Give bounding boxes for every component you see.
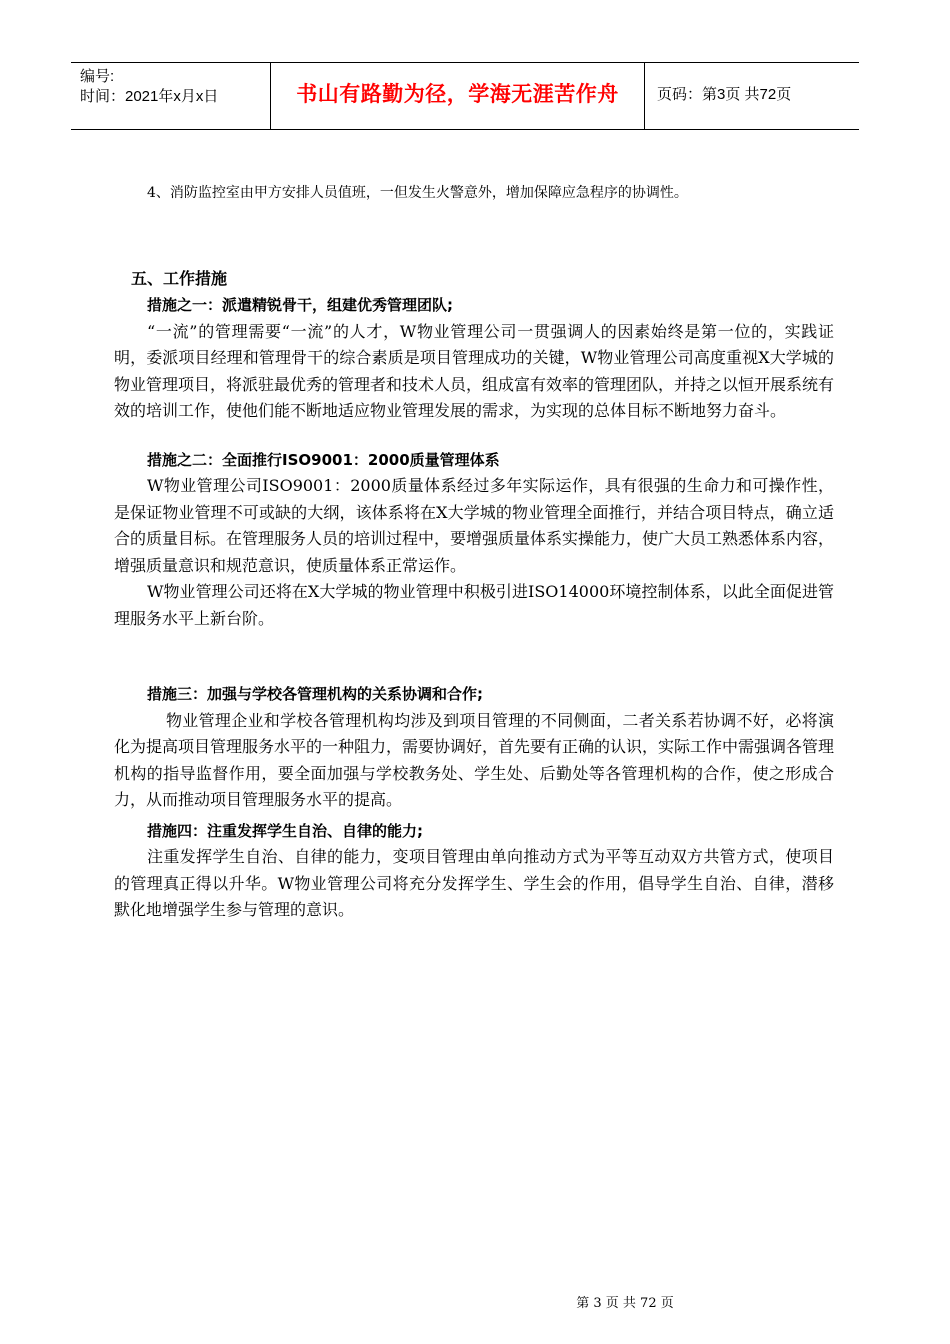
measure-4-title: 措施四：注重发挥学生自治、自律的能力; [147,821,424,840]
footer-page-number: 第 3 页 共 72 页 [576,1296,674,1311]
header-meta [71,63,271,129]
measure-4-paragraph: 注重发挥学生自治、自律的能力，变项目管理由单向推动方式为平等互动双方共管方式，使项目的管理真正得以升华。W物业管理公司将充分发挥学生、学生会的作用，倡导学生自治、自律，潜移默化地增强学生参与管理的意识。 [114,847,834,919]
page-header [71,62,859,130]
measure-2-paragraph-2: W物业管理公司还将在X大学城的物业管理中积极引进ISO14000环境控制体系，以此全面促进管理服务水平上新台阶。 [114,582,834,628]
page-footer [0,1292,950,1311]
spacer [114,632,834,681]
document-body [114,180,834,924]
spacer [114,425,834,447]
document-time-label: 时间：2021年x月x日 [80,88,219,105]
measure-2-paragraph-1: W物业管理公司ISO9001：2000质量体系经过多年实际运作，具有很强的生命力和可操作性，是保证物业管理不可或缺的大纲，该体系将在X大学城的物业管理全面推行，并结合项目特点，确立适合的质量目标。在管理服务人员的培训过程中，要增强质量体系实操能力，使广大员工熟悉体系内容，增强质量意识和规范意识，使质量体系正常运作。 [114,476,835,575]
document-number-label: 编号: [80,68,115,85]
measure-3-title: 措施三：加强与学校各管理机构的关系协调和合作; [147,685,484,703]
header-page-label: 页码：第3页 共72页 [657,85,792,103]
measure-1-paragraph: “一流”的管理需要“一流”的人才，W物业管理公司一贯强调人的因素始终是第一位的，实践证明，委派项目经理和管理骨干的综合素质是项目管理成功的关键，W物业管理公司高度重视X大学城的物业管理项目，将派驻最优秀的管理者和技术人员，组成富有效率的管理团队，并持之以恒开展系统有效的培训工作，使他们能不断地适应物业管理发展的需求，为实现的总体目标不断地努力奋斗。 [114,321,835,420]
section-title: 五、工作措施 [131,268,228,288]
measure-1-title: 措施之一：派遣精锐骨干，组建优秀管理团队; [147,296,454,314]
header-motto: 书山有路勤为径，学海无涯苦作舟 [271,63,645,129]
measure-3-paragraph: 物业管理企业和学校各管理机构均涉及到项目管理的不同侧面，二者关系若协调不好，必将演化为提高项目管理服务水平的一种阻力，需要协调好，首先要有正确的认识，实际工作中需强调各管理机构的指导监督作用，要全面加强与学校教务处、学生处、后勤处等各管理机构的合作，使之形成合力，从而推动项目管理服务水平的提高。 [114,710,835,809]
note-item-4: 4、消防监控室由甲方安排人员值班，一但发生火警意外，增加保障应急程序的协调性。 [147,185,688,201]
measure-2-title: 措施之二：全面推行ISO9001：2000质量管理体系 [147,450,500,469]
